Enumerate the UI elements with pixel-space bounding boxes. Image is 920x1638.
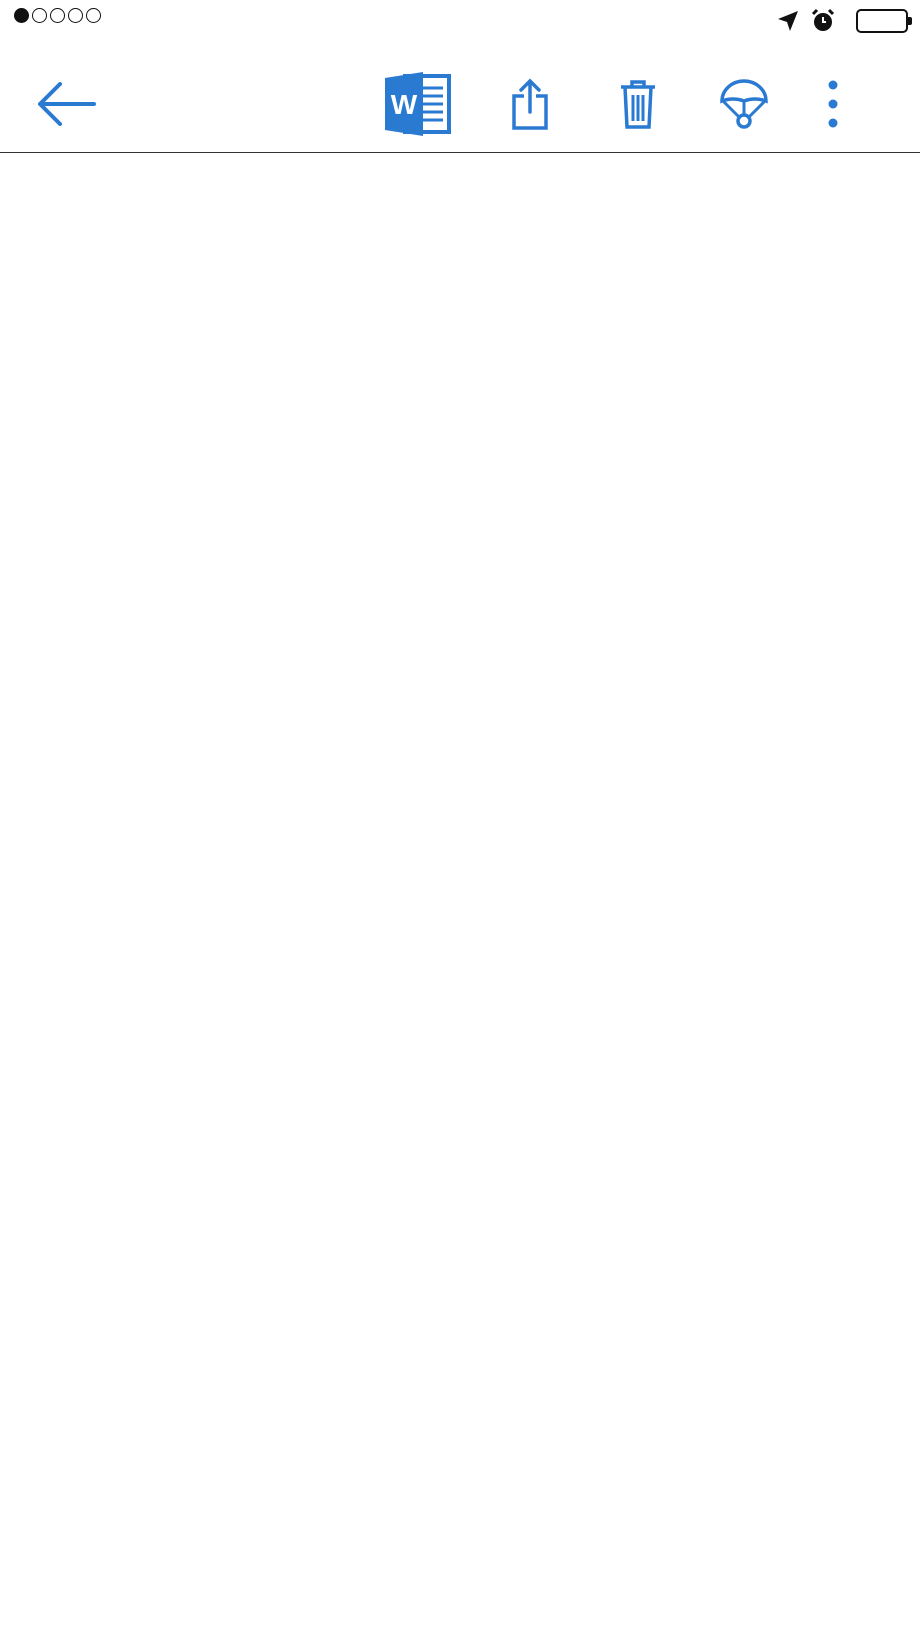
location-arrow-icon	[776, 9, 800, 33]
share-icon	[510, 78, 550, 130]
more-button[interactable]	[818, 68, 848, 140]
share-button[interactable]	[494, 68, 566, 140]
battery-icon	[856, 9, 908, 33]
alarm-icon	[810, 8, 836, 34]
viewer-toolbar	[0, 56, 920, 152]
svg-text:W: W	[390, 89, 418, 120]
carrier-info	[14, 8, 133, 23]
arrow-left-icon	[36, 82, 96, 126]
word-icon	[383, 70, 453, 138]
parachute-icon	[719, 79, 769, 129]
document-page[interactable]	[0, 152, 920, 1638]
back-button[interactable]	[30, 68, 102, 140]
status-bar	[0, 0, 920, 52]
status-right	[776, 8, 908, 34]
signal-strength-icon	[14, 8, 101, 23]
delete-button[interactable]	[602, 68, 674, 140]
cloud-button[interactable]	[708, 68, 780, 140]
trash-icon	[619, 79, 657, 129]
open-in-word-button[interactable]	[382, 68, 454, 140]
more-vertical-icon	[827, 79, 839, 129]
